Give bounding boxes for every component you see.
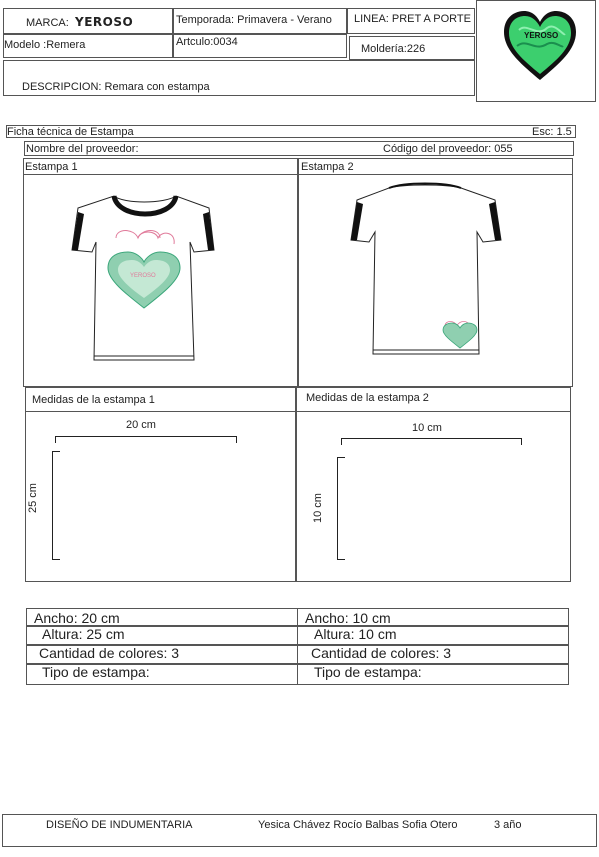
logo — [501, 8, 579, 84]
ficha-title: Ficha técnica de Estampa — [7, 126, 134, 138]
article-text: Artculo:0034 — [176, 36, 238, 48]
brand-label: MARCA: — [26, 17, 69, 29]
measure1-height-value: 25 cm — [26, 483, 39, 513]
spec-right-colors: Cantidad de colores: 3 — [311, 645, 452, 661]
provider-name-label: Nombre del proveedor: — [26, 143, 139, 155]
spec-right-height: Altura: 10 cm — [314, 626, 397, 642]
measure2-title: Medidas de la estampa 2 — [306, 392, 429, 404]
season-text: Temporada: Primavera - Verano — [176, 14, 332, 26]
measure1-height-line — [52, 451, 60, 560]
spec-left-height: Altura: 25 cm — [42, 626, 125, 642]
measure2-width-value: 10 cm — [412, 422, 442, 434]
ficha-scale: Esc: 1.5 — [532, 126, 572, 138]
measure1-panel — [25, 387, 296, 582]
print1-title: Estampa 1 — [25, 161, 78, 173]
footer-authors: Yesica Chávez Rocío Balbas Sofia Otero — [258, 819, 458, 831]
measure2-height-value: 10 cm — [311, 493, 324, 523]
tshirt-back — [345, 180, 505, 358]
measure1-width-line — [55, 436, 237, 443]
logo-text: YEROSO — [524, 31, 559, 40]
spec-left-colors: Cantidad de colores: 3 — [39, 645, 180, 661]
description-text: DESCRIPCION: Remara con estampa — [22, 81, 210, 93]
print2-title: Estampa 2 — [301, 161, 354, 173]
tshirt-back-icon — [345, 180, 505, 358]
provider-code: Código del proveedor: 055 — [383, 143, 513, 155]
measure1-title: Medidas de la estampa 1 — [32, 394, 155, 406]
heart-logo-icon — [501, 8, 579, 84]
measure2-height-line — [337, 457, 345, 560]
spec-divider — [297, 608, 298, 685]
pattern-text: Moldería:226 — [361, 43, 426, 55]
line-text: LINEA: PRET A PORTE — [354, 13, 471, 25]
model-text: Modelo :Remera — [4, 39, 86, 51]
spec-right-width: Ancho: 10 cm — [305, 610, 391, 626]
spec-left-type: Tipo de estampa: — [42, 664, 150, 680]
footer-year: 3 año — [494, 819, 522, 831]
measure2-width-line — [341, 438, 522, 445]
brand-name: YEROSO — [75, 15, 134, 29]
footer-course: DISEÑO DE INDUMENTARIA — [46, 819, 193, 831]
spec-left-width: Ancho: 20 cm — [34, 610, 120, 626]
front-print-text: YEROSO — [130, 273, 156, 279]
measure1-width-value: 20 cm — [126, 419, 156, 431]
spec-right-type: Tipo de estampa: — [314, 664, 422, 680]
